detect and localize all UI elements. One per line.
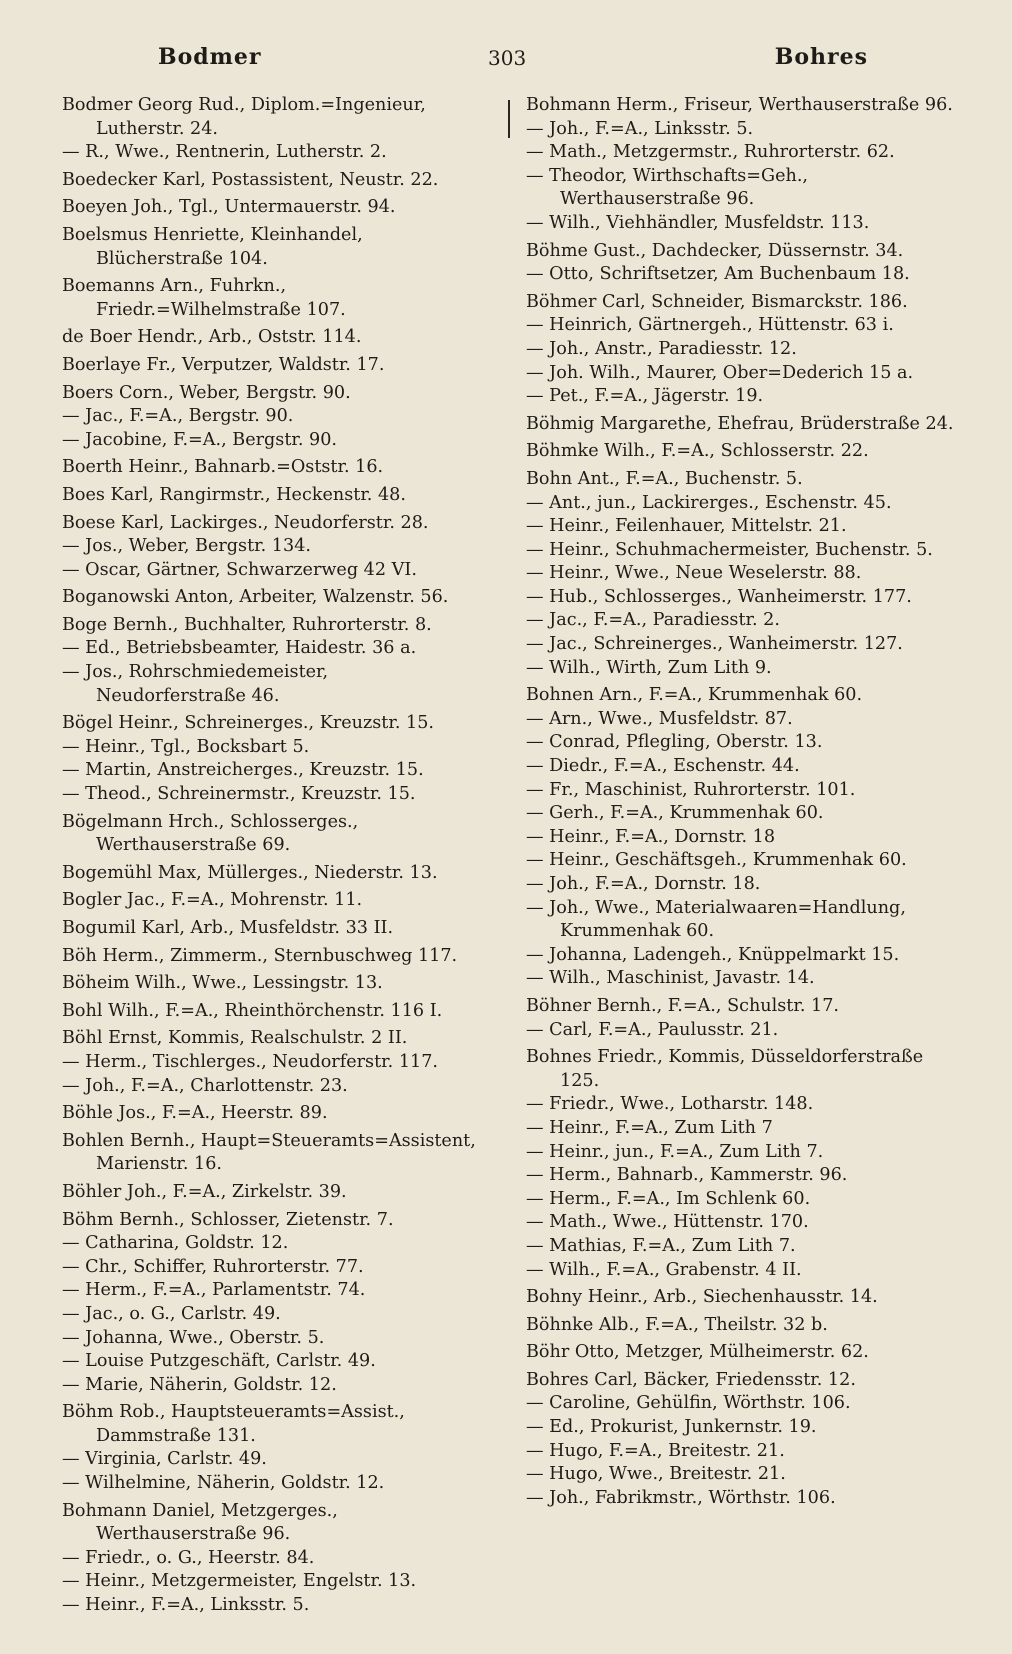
directory-entry: — Wilh., Maschinist, Javastr. 14. [526, 968, 815, 989]
directory-entry: — Joh., F.=A., Dornstr. 18. [526, 874, 761, 894]
header-left-name: Bodmer [158, 44, 262, 70]
directory-entry: — Joh., Fabrikmstr., Wörthstr. 106. [526, 1487, 836, 1508]
directory-entry: — Heinr., jun., F.=A., Zum Lith 7. [526, 1141, 824, 1162]
directory-entry: — Heinr., Wwe., Neue Weselerstr. 88. [526, 563, 862, 584]
directory-entry: Boelsmus Henriette, Kleinhandel, Blücherstraße 104. [62, 224, 363, 269]
directory-entry: Böhl Ernst, Kommis, Realschulstr. 2 II. [62, 1028, 408, 1049]
directory-entry: — Theod., Schreinermstr., Kreuzstr. 15. [62, 784, 416, 805]
directory-entry: Böheim Wilh., Wwe., Lessingstr. 13. [62, 973, 383, 994]
directory-entry: — Joh. Wilh., Maurer, Ober=Dederich 15 a. [526, 362, 914, 383]
directory-entry: Bogumil Karl, Arb., Musfeldstr. 33 II. [62, 918, 394, 938]
directory-entry: — Jac., o. G., Carlstr. 49. [62, 1303, 281, 1324]
directory-entry: — Heinr., F.=A., Dornstr. 18 [526, 826, 776, 847]
directory-entry: — Heinr., Metzgermeister, Engelstr. 13. [62, 1571, 417, 1592]
page-header [62, 44, 960, 80]
directory-entry: Böhm Rob., Hauptsteueramts=Assist., Dammstraße 131. [62, 1402, 405, 1446]
directory-entry: Bohn Ant., F.=A., Buchenstr. 5. [526, 468, 803, 489]
directory-entry: — Heinr., Schuhmachermeister, Buchenstr. 5. [526, 539, 933, 560]
directory-entry: Bohny Heinr., Arb., Siechenhausstr. 14. [526, 1287, 878, 1308]
directory-entry: — Wilh., Wirth, Zum Lith 9. [526, 657, 772, 678]
directory-entry: Bohl Wilh., F.=A., Rheinthörchenstr. 116 I. [62, 1000, 443, 1021]
directory-entry: — Joh., Anstr., Paradiesstr. 12. [526, 338, 797, 359]
directory-entry: — Wilh., F.=A., Grabenstr. 4 II. [526, 1259, 802, 1280]
directory-entry: — Otto, Schriftsetzer, Am Buchenbaum 18. [526, 264, 910, 285]
directory-entry: — Heinrich, Gärtnergeh., Hüttenstr. 63 i. [526, 315, 894, 336]
directory-entry: — Mathias, F.=A., Zum Lith 7. [526, 1235, 796, 1256]
directory-entry: Boes Karl, Rangirmstr., Heckenstr. 48. [62, 484, 406, 505]
directory-entry: Boerth Heinr., Bahnarb.=Oststr. 16. [62, 457, 384, 478]
directory-entry: Böhme Gust., Dachdecker, Düssernstr. 34. [526, 240, 904, 261]
directory-entry: Böhnke Alb., F.=A., Theilstr. 32 b. [526, 1314, 828, 1335]
directory-entry: — Virginia, Carlstr. 49. [62, 1449, 267, 1470]
directory-entry: Boedecker Karl, Postassistent, Neustr. 22. [62, 169, 439, 190]
directory-entry: Böh Herm., Zimmerm., Sternbuschweg 117. [62, 945, 458, 966]
directory-entry: Boers Corn., Weber, Bergstr. 90. [62, 382, 351, 403]
directory-entry: — Heinr., Geschäftsgeh., Krummenhak 60. [526, 850, 907, 871]
directory-entry: — R., Wwe., Rentnerin, Lutherstr. 2. [62, 142, 387, 163]
directory-entry: — Herm., Bahnarb., Kammerstr. 96. [526, 1165, 848, 1186]
directory-entry: Boganowski Anton, Arbeiter, Walzenstr. 56. [62, 587, 449, 608]
directory-entry: — Herm., F.=A., Parlamentstr. 74. [62, 1280, 366, 1301]
directory-entry: Boge Bernh., Buchhalter, Ruhrorterstr. 8. [62, 614, 432, 635]
directory-entry: Bogler Jac., F.=A., Mohrenstr. 11. [62, 890, 363, 911]
directory-entry: — Math., Wwe., Hüttenstr. 170. [526, 1212, 809, 1233]
directory-entry: — Friedr., o. G., Heerstr. 84. [62, 1547, 315, 1568]
directory-entry: Bodmer Georg Rud., Diplom.=Ingenieur, Lutherstr. 24. [62, 95, 426, 139]
directory-entry: — Hugo, F.=A., Breitestr. 21. [526, 1440, 785, 1461]
header-right-name: Bohres [774, 44, 868, 70]
directory-entry: — Caroline, Gehülfin, Wörthstr. 106. [526, 1393, 851, 1414]
directory-entry: Böhner Bernh., F.=A., Schulstr. 17. [526, 995, 840, 1016]
directory-entry: — Hub., Schlosserges., Wanheimerstr. 177. [526, 586, 912, 607]
directory-entry: Boese Karl, Lackirges., Neudorferstr. 28. [62, 512, 429, 533]
directory-entry: Bohlen Bernh., Haupt=Steueramts=Assistent, Marienstr. 16. [62, 1130, 476, 1175]
directory-entry: — Jac., F.=A., Paradiesstr. 2. [526, 610, 780, 631]
directory-entry: — Marie, Näherin, Goldstr. 12. [62, 1374, 337, 1395]
directory-entry: Böhle Jos., F.=A., Heerstr. 89. [62, 1103, 328, 1124]
directory-entry: — Heinr., F.=A., Linksstr. 5. [62, 1595, 310, 1616]
directory-entry: Bohnes Friedr., Kommis, Düsseldorferstraße 125. [526, 1047, 924, 1091]
directory-entry: — Louise Putzgeschäft, Carlstr. 49. [62, 1351, 376, 1372]
directory-entry: — Herm., Tischlerges., Neudorferstr. 117. [62, 1051, 438, 1072]
directory-entry: — Pet., F.=A., Jägerstr. 19. [526, 386, 764, 407]
directory-entry: — Ant., jun., Lackirerges., Eschenstr. 45. [526, 492, 892, 513]
directory-entry: — Catharina, Goldstr. 12. [62, 1233, 289, 1254]
directory-entry: — Joh., F.=A., Charlottenstr. 23. [62, 1075, 348, 1096]
directory-entry: Boerlaye Fr., Verputzer, Waldstr. 17. [62, 354, 385, 375]
directory-entry: Böhmig Margarethe, Ehefrau, Brüderstraße 24. [526, 413, 954, 434]
directory-entry: — Heinr., Feilenhauer, Mittelstr. 21. [526, 516, 847, 537]
directory-entry: — Arn., Wwe., Musfeldstr. 87. [526, 708, 793, 729]
directory-entry: — Jacobine, F.=A., Bergstr. 90. [62, 429, 338, 450]
directory-entry: — Herm., F.=A., Im Schlenk 60. [526, 1188, 811, 1209]
directory-entry: — Conrad, Pflegling, Oberstr. 13. [526, 732, 823, 753]
directory-entry: Böhmer Carl, Schneider, Bismarckstr. 186. [526, 291, 908, 312]
directory-entry: — Joh., Wwe., Materialwaaren=Handlung, Krummenhak 60. [526, 897, 906, 942]
directory-entry: — Ed., Prokurist, Junkernstr. 19. [526, 1417, 817, 1438]
directory-entry: — Wilhelmine, Näherin, Goldstr. 12. [62, 1473, 385, 1494]
directory-entry: — Johanna, Ladengeh., Knüppelmarkt 15. [526, 944, 900, 965]
directory-entry: — Oscar, Gärtner, Schwarzerweg 42 VI. [62, 559, 417, 580]
directory-entry: — Wilh., Viehhändler, Musfeldstr. 113. [526, 212, 870, 233]
directory-entry: — Heinr., Tgl., Bocksbart 5. [62, 736, 310, 757]
directory-entry: de Boer Hendr., Arb., Oststr. 114. [62, 327, 362, 348]
directory-entry: — Friedr., Wwe., Lotharstr. 148. [526, 1094, 814, 1115]
directory-entry: — Ed., Betriebsbeamter, Haidestr. 36 a. [62, 638, 417, 659]
directory-entry: — Theodor, Wirthschafts=Geh., Werthauserstraße 96. [526, 165, 809, 210]
directory-entry: — Fr., Maschinist, Ruhrorterstr. 101. [526, 779, 856, 800]
directory-entry: — Chr., Schiffer, Ruhrorterstr. 77. [62, 1256, 364, 1277]
directory-entry: Bohmann Daniel, Metzgerges., Werthauserstraße 96. [62, 1500, 338, 1545]
directory-entry: Boeyen Joh., Tgl., Untermauerstr. 94. [62, 197, 396, 218]
directory-entry: Bohnen Arn., F.=A., Krummenhak 60. [526, 685, 863, 706]
directory-entry: Boemanns Arn., Fuhrkn., Friedr.=Wilhelmstraße 107. [62, 276, 346, 320]
directory-entry: Bögel Heinr., Schreinerges., Kreuzstr. 15. [62, 713, 435, 734]
directory-entry: — Carl, F.=A., Paulusstr. 21. [526, 1019, 779, 1040]
directory-entry: Bohres Carl, Bäcker, Friedensstr. 12. [526, 1369, 856, 1390]
page-number: 303 [488, 46, 527, 70]
right-column [526, 94, 960, 1510]
directory-entry: Bogemühl Max, Müllerges., Niederstr. 13. [62, 862, 438, 883]
directory-entry: — Math., Metzgermstr., Ruhrorterstr. 62. [526, 142, 895, 163]
directory-entry: Bohmann Herm., Friseur, Werthauserstraße 96. [526, 95, 953, 115]
directory-entry: Böhler Joh., F.=A., Zirkelstr. 39. [62, 1181, 347, 1202]
directory-entry: — Jos., Weber, Bergstr. 134. [62, 536, 311, 557]
directory-entry: — Gerh., F.=A., Krummenhak 60. [526, 803, 824, 824]
directory-entry: — Joh., F.=A., Linksstr. 5. [526, 118, 754, 139]
directory-entry: — Heinr., F.=A., Zum Lith 7 [526, 1117, 773, 1138]
directory-entry: — Diedr., F.=A., Eschenstr. 44. [526, 756, 800, 777]
directory-entry: Bögelmann Hrch., Schlosserges., Werthauserstraße 69. [62, 811, 359, 856]
directory-entry: — Jos., Rohrschmiedemeister, Neudorferstraße 46. [62, 662, 329, 706]
left-column [62, 94, 480, 1618]
column-divider [508, 100, 510, 138]
directory-entry: Böhr Otto, Metzger, Mülheimerstr. 62. [526, 1342, 869, 1363]
directory-entry: Böhmke Wilh., F.=A., Schlosserstr. 22. [526, 441, 869, 462]
directory-entry: — Hugo, Wwe., Breitestr. 21. [526, 1464, 786, 1485]
directory-entry: — Jac., F.=A., Bergstr. 90. [62, 406, 294, 427]
directory-entry: — Martin, Anstreicherges., Kreuzstr. 15. [62, 760, 424, 781]
directory-entry: Böhm Bernh., Schlosser, Zietenstr. 7. [62, 1209, 394, 1230]
directory-entry: — Jac., Schreinerges., Wanheimerstr. 127. [526, 634, 903, 655]
directory-entry: — Johanna, Wwe., Oberstr. 5. [62, 1327, 325, 1348]
